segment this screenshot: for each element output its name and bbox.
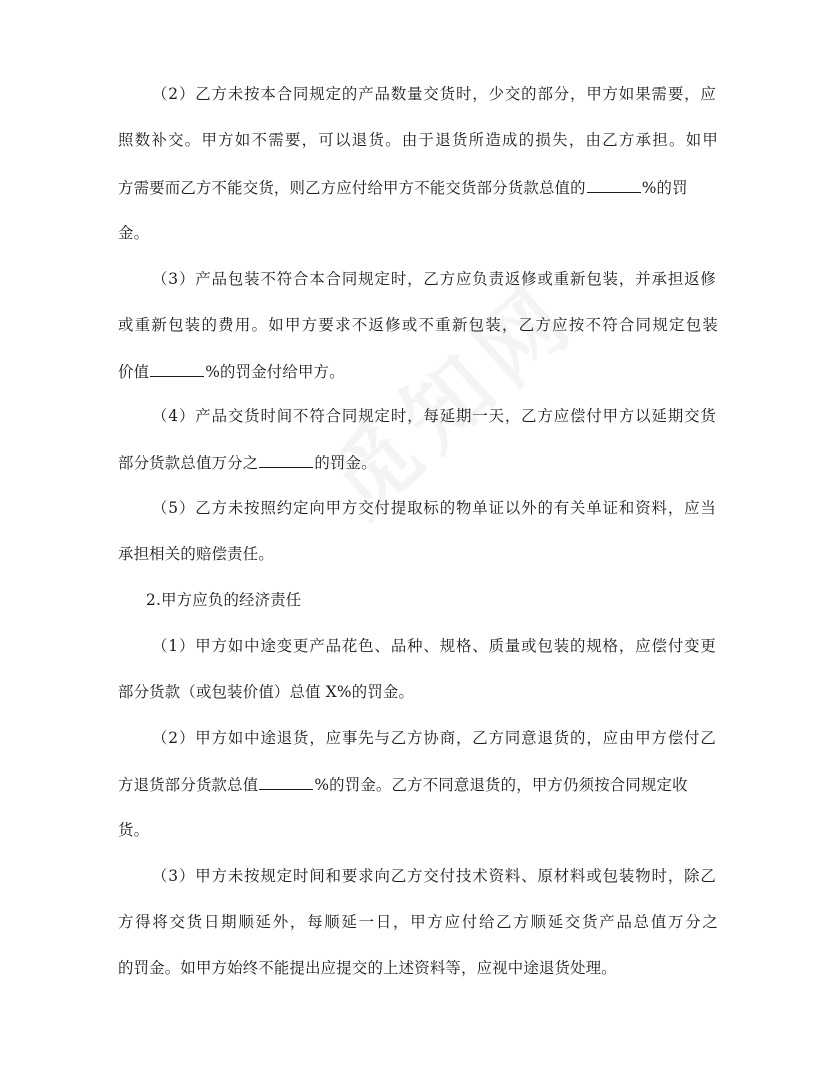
fill-in-blank [150,361,204,377]
line-text: 部分货款总值万分之 [118,454,259,472]
paragraph-line [118,177,718,198]
fill-in-blank [587,177,641,193]
line-text: %的罚 [641,179,688,197]
paragraph-line: 部分货款（或包装价值）总值 X%的罚金。 [118,683,415,701]
paragraph-line: 货。 [118,821,150,839]
paragraph-line: （4）产品交货时间不符合同规定时，每延期一天，乙方应偿付甲方以延期交货 [152,407,716,425]
line-text: 方需要而乙方不能交货，则乙方应付给甲方不能交货部分货款总值的 [118,179,586,197]
line-text: %的罚金。乙方不同意退货的，甲方仍须按合同规定收 [314,776,688,794]
line-text: %的罚金付给甲方。 [205,363,345,381]
paragraph-line: （1）甲方如中途变更产品花色、品种、规格、质量或包装的规格，应偿付变更 [152,637,716,655]
paragraph-line [118,774,718,795]
fill-in-blank [259,774,313,790]
line-text: 方退货部分货款总值 [118,776,259,794]
paragraph-line: （2）甲方如中途退货，应事先与乙方协商，乙方同意退货的，应由甲方偿付乙 [152,729,716,747]
fill-in-blank [259,452,313,468]
paragraph-line: （3）产品包装不符合本合同规定时，乙方应负责返修或重新包装，并承担返修 [152,270,716,288]
paragraph-line [118,361,718,382]
watermark-text [297,246,603,539]
line-text: 价值 [118,363,150,381]
paragraph-line: 或重新包装的费用。如甲方要求不返修或不重新包装，乙方应按不符合同规定包装 [118,316,718,334]
paragraph-line: （2）乙方未按本合同规定的产品数量交货时，少交的部分，甲方如果需要，应 [152,85,716,103]
section-heading: 2.甲方应负的经济责任 [146,591,302,609]
paragraph-line: 方得将交货日期顺延外，每顺延一日，甲方应付给乙方顺延交货产品总值万分之 [118,913,718,931]
paragraph-line: 承担相关的赔偿责任。 [118,545,274,563]
paragraph-line: （3）甲方未按规定时间和要求向乙方交付技术资料、原材料或包装物时，除乙 [152,867,716,885]
paragraph-line: （5）乙方未按照约定向甲方交付提取标的物单证以外的有关单证和资料，应当 [152,499,716,517]
paragraph-line [118,452,718,473]
paragraph-line: 的罚金。如甲方始终不能提出应提交的上述资料等，应视中途退货处理。 [118,959,617,977]
paragraph-line: 金。 [118,224,150,242]
line-text: 的罚金。 [314,454,377,472]
paragraph-line: 照数补交。甲方如不需要，可以退货。由于退货所造成的损失，由乙方承担。如甲 [118,131,718,149]
